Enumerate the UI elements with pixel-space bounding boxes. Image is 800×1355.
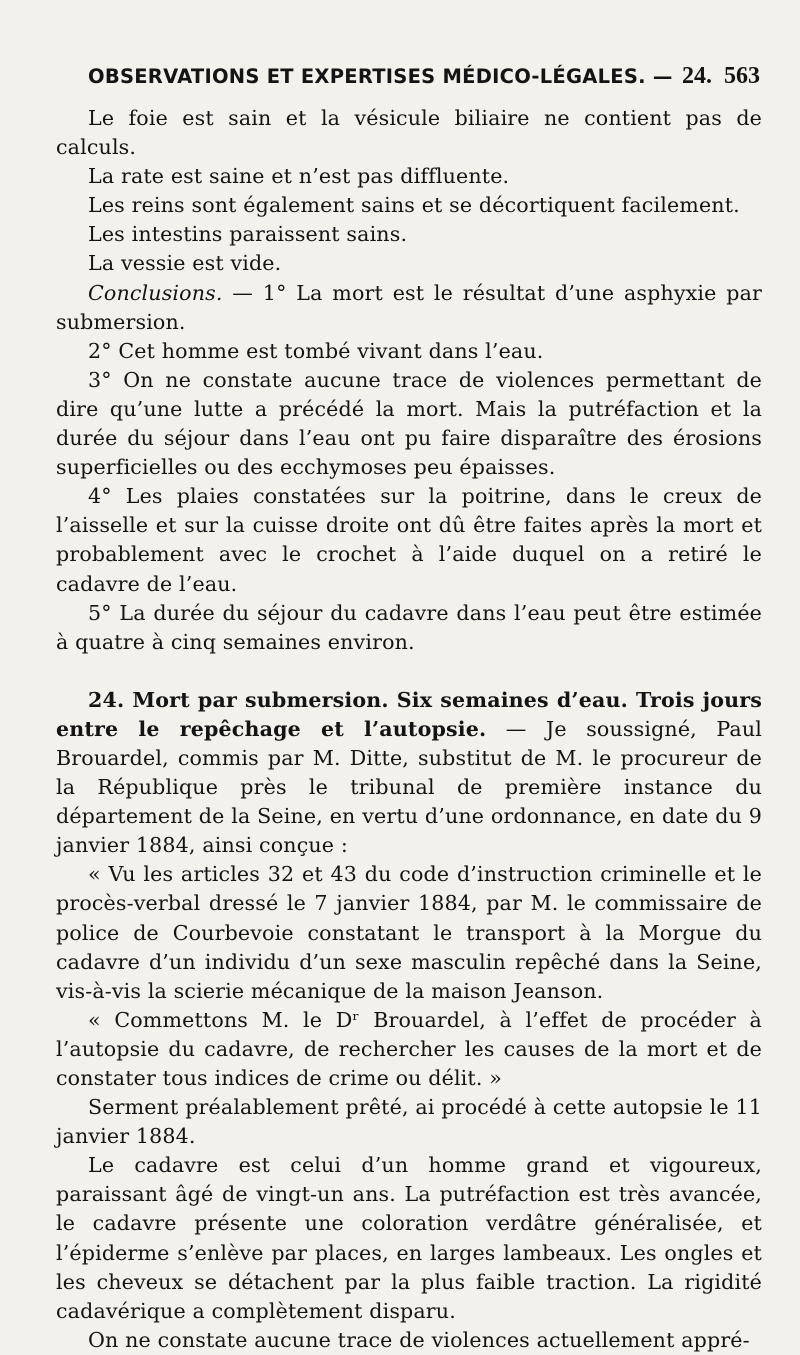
paragraph: 4° Les plaies constatées sur la poitrine, dans le creux de l’aisselle et sur la cuisse droite ont dû être faites après la mort et probablement avec le crochet à l’aide duquel on a retiré le cadavre de l’eau. [56,484,762,596]
paragraph: Serment préalablement prêté, ai procédé à cette autopsie le 11 janvier 1884. [56,1095,762,1149]
paragraph: On ne constate aucune trace de violences actuellement appré- [88,1327,750,1352]
paragraph: « Commettons M. le Dʳ Brouardel, à l’effet de procéder à l’autopsie du cadavre, de rechercher les causes de la mort et de constater tous indices de crime ou délit. » [56,1007,762,1090]
paragraph: Le foie est sain et la vésicule biliaire ne contient pas de calculs. [56,106,762,160]
conclusions-heading: Conclusions. [88,280,223,305]
body-text [56,104,762,1355]
section-number: 24. [682,63,712,89]
running-header [0,65,760,95]
paragraph: 3° On ne constate aucune trace de violences permettant de dire qu’une lutte a précédé la mort. Mais la putréfaction et la durée du séjour dans l’eau ont pu faire disparaître des érosions superficielles ou des ecchymoses peu épaisses. [56,367,762,480]
paragraph: La rate est saine et n’est pas diffluente. [88,164,510,189]
case-heading: 24. Mort par submersion. Six semaines d’eau. Trois jours entre le repêchage et l’autopsie. [56,687,762,741]
case-paragraph: 24. Mort par submersion. Six semaines d’eau. Trois jours entre le repêchage et l’autopsie. — Je soussigné, Paul Brouardel, commis par M. Ditte, substitut de M. le procureur de la République près le tribunal de première instance du département de la Seine, en vertu d’une ordonnance, en date du 9 janvier 1884, ainsi conçue : [56,687,762,858]
running-title: OBSERVATIONS ET EXPERTISES MÉDICO-LÉGALES. — [88,65,673,88]
paragraph: Le cadavre est celui d’un homme grand et vigoureux, paraissant âgé de vingt-un ans. La putréfaction est très avancée, le cadavre présente une coloration verdâtre généralisée, et l’épiderme s’enlève par places, en larges lambeaux. Les ongles et les cheveux se détachent par la plus faible traction. La rigidité cadavérique a complètement disparu. [56,1153,762,1323]
paragraph: « Vu les articles 32 et 43 du code d’instruction criminelle et le procès-verbal dressé le 7 janvier 1884, par M. le commissaire de police de Courbevoie constatant le transport à la Morgue du cadavre d’un individu d’un sexe masculin repêché dans la Seine, vis-à-vis la scierie mécanique de la maison Jeanson. [56,862,762,1003]
paragraph: Les intestins paraissent sains. [88,222,408,247]
paragraph: 5° La durée du séjour du cadavre dans l’eau peut être estimée à quatre à cinq semaines environ. [56,600,762,654]
page-number: 563 [724,63,760,89]
paragraph: 2° Cet homme est tombé vivant dans l’eau. [88,338,544,363]
paragraph: La vessie est vide. [88,251,282,276]
page-reference [682,63,760,90]
conclusions-paragraph: Conclusions. — 1° La mort est le résultat d’une asphyxie par submersion. [56,280,762,334]
paragraph: Les reins sont également sains et se décortiquent facilement. [88,193,740,218]
